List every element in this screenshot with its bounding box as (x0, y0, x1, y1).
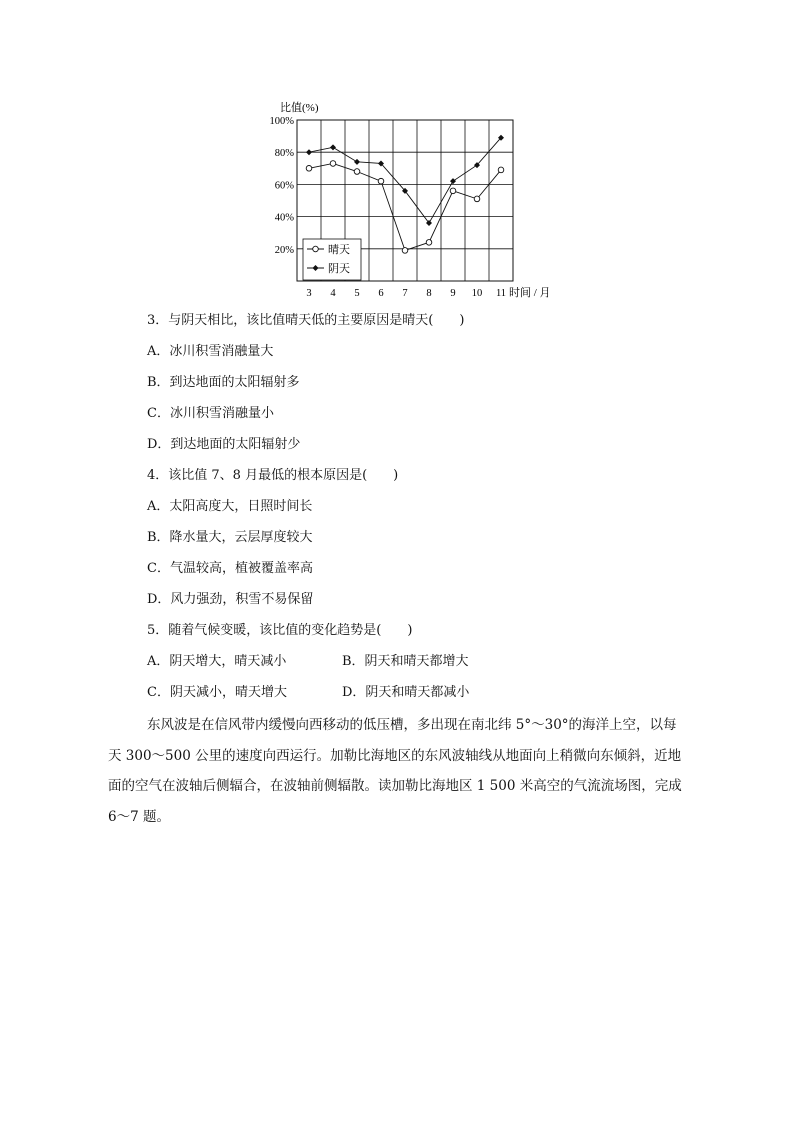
chart-legend (303, 239, 361, 280)
y-tick-label: 80% (274, 148, 294, 160)
x-tick-label: 5 (354, 288, 360, 299)
legend-label-sunny: 晴天 (328, 244, 350, 256)
question-4-option-b: B．降水量大，云层厚度较大 (147, 530, 313, 545)
x-tick-label: 11 (495, 288, 507, 299)
question-3-stem: 3．与阴天相比，该比值晴天低的主要原因是晴天( ) (147, 313, 465, 328)
legend-label-cloudy: 阴天 (328, 263, 350, 275)
data-point-cloudy (330, 144, 336, 150)
question-5-stem: 5．随着气候变暖，该比值的变化趋势是( ) (147, 623, 413, 638)
question-3-option-c: C．冰川积雪消融量小 (147, 406, 274, 421)
y-tick-label: 40% (274, 212, 294, 224)
data-point-sunny (498, 167, 504, 173)
reading-passage: 东风波是在信风带内缓慢向西移动的低压槽，多出现在南北纬 5°～30°的海洋上空，以每天 300～500 公里的速度向西运行。加勒比海地区的东风波轴线从地面向上稍微向东倾斜，近地面的空气在波轴后侧辐合，在波轴前侧辐散。读加勒比海地区 1 500 米高空的气流流场图，完成 6～7 题。 (108, 717, 682, 825)
x-tick-label: 3 (306, 288, 312, 299)
data-point-sunny (426, 240, 432, 246)
series-line-sunny (309, 163, 501, 250)
y-tick-labels (270, 116, 295, 256)
question-4-option-a: A．太阳高度大，日照时间长 (147, 499, 313, 514)
question-5-option-d: D．阴天和晴天都减小 (342, 685, 470, 700)
question-5-option-b: B．阴天和晴天都增大 (342, 654, 469, 669)
question-4-option-d: D．风力强劲，积雪不易保留 (147, 592, 314, 607)
x-tick-label: 9 (450, 288, 456, 299)
data-point-sunny (330, 161, 336, 167)
x-tick-label: 7 (402, 288, 408, 299)
y-tick-label: 100% (269, 116, 294, 127)
x-tick-labels (306, 288, 506, 299)
data-point-cloudy (306, 149, 312, 155)
question-4-stem: 4．该比值 7、8 月最低的根本原因是( ) (147, 468, 399, 483)
x-tick-label: 4 (330, 288, 336, 299)
question-5-option-a: A．阴天增大，晴天减小 (147, 654, 287, 669)
data-point-cloudy (354, 159, 360, 165)
data-point-sunny (354, 169, 360, 175)
question-5-option-c: C．阴天减小，晴天增大 (147, 685, 287, 700)
x-tick-label: 8 (426, 288, 432, 299)
y-tick-label: 20% (274, 244, 294, 256)
ratio-line-chart (262, 96, 562, 306)
data-point-sunny (450, 188, 456, 194)
series-line-cloudy (309, 138, 501, 223)
x-tick-label: 6 (378, 288, 384, 299)
data-point-sunny (306, 166, 312, 172)
y-tick-label: 60% (274, 180, 294, 192)
data-point-sunny (474, 196, 480, 202)
x-tick-label: 10 (471, 288, 483, 299)
x-axis-title: 时间 / 月 (509, 287, 551, 299)
legend-marker-sunny (313, 246, 319, 252)
question-4-option-c: C．气温较高，植被覆盖率高 (147, 561, 313, 576)
question-3-option-b: B．到达地面的太阳辐射多 (147, 375, 300, 390)
data-point-sunny (402, 248, 408, 254)
y-axis-title: 比值(%) (280, 102, 319, 114)
data-point-sunny (378, 178, 384, 184)
data-point-cloudy (450, 178, 456, 184)
question-3-option-d: D．到达地面的太阳辐射少 (147, 437, 301, 452)
question-3-option-a: A．冰川积雪消融量大 (147, 344, 274, 359)
